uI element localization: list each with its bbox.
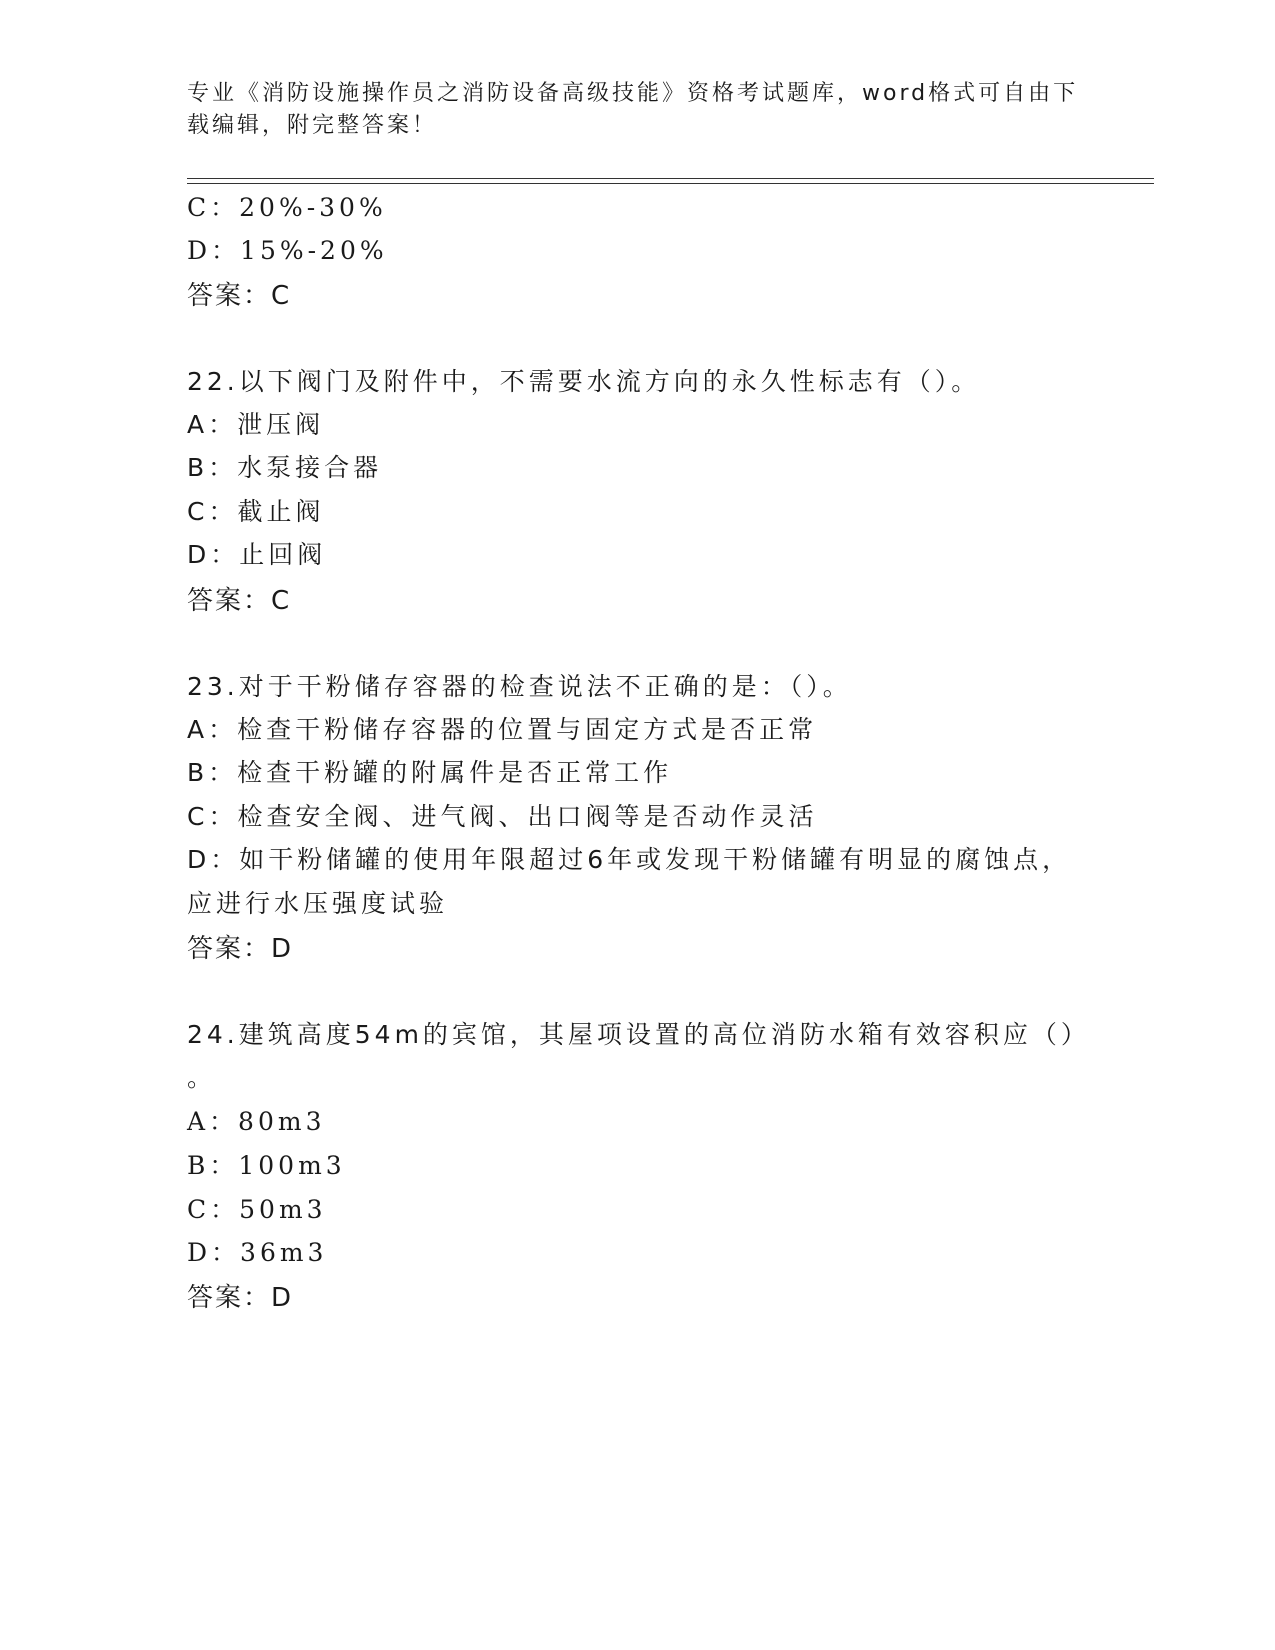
option-d: D：15%-20% xyxy=(187,236,388,265)
option-c: C：50m3 xyxy=(187,1195,327,1224)
option-c: C：截止阀 xyxy=(187,497,325,526)
question-stem: 23.对于干粉储存容器的检查说法不正确的是：（）。 xyxy=(187,672,852,701)
answer: 答案：C xyxy=(187,281,292,311)
option-a: A：80m3 xyxy=(187,1107,326,1136)
document-header-line-2: 载编辑，附完整答案！ xyxy=(187,113,438,138)
option-c: C：检查安全阀、进气阀、出口阀等是否动作灵活 xyxy=(187,802,818,831)
option-c: C：20%-30% xyxy=(187,193,387,222)
option-b: B：检查干粉罐的附属件是否正常工作 xyxy=(187,758,673,787)
option-a: A：检查干粉储存容器的位置与固定方式是否正常 xyxy=(187,715,818,744)
option-a: A：泄压阀 xyxy=(187,410,325,439)
question-stem: 24.建筑高度54m的宾馆，其屋项设置的高位消防水箱有效容积应（） xyxy=(187,1020,1090,1049)
option-b: B：水泵接合器 xyxy=(187,453,383,482)
header-divider-top xyxy=(187,178,1154,179)
option-d: D：止回阀 xyxy=(187,540,327,569)
document-header-line-1: 专业《消防设施操作员之消防设备高级技能》资格考试题库，word格式可自由下 xyxy=(187,81,1079,106)
header-divider-bottom xyxy=(187,183,1154,184)
question-stem-continued: 。 xyxy=(187,1063,217,1092)
question-stem: 22.以下阀门及附件中，不需要水流方向的永久性标志有（）。 xyxy=(187,367,981,396)
option-d: D：如干粉储罐的使用年限超过6年或发现干粉储罐有明显的腐蚀点， xyxy=(187,845,1072,874)
option-d-continued: 应进行水压强度试验 xyxy=(187,889,449,918)
option-b: B：100m3 xyxy=(187,1151,346,1180)
option-d: D：36m3 xyxy=(187,1238,328,1267)
answer: 答案：D xyxy=(187,1283,294,1313)
answer: 答案：C xyxy=(187,586,292,616)
answer: 答案：D xyxy=(187,934,294,964)
